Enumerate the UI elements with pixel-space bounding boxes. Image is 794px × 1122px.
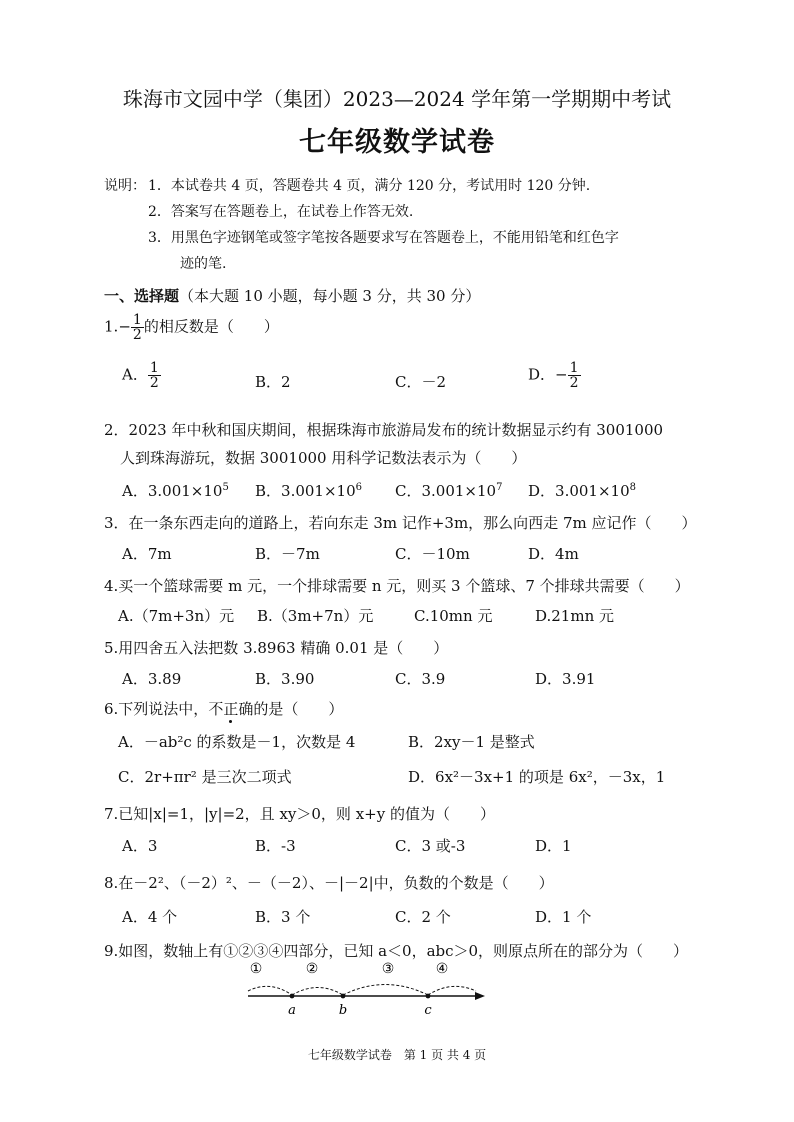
q4-option-c: C.10mn 元 [414,607,493,625]
exam-header-title: 珠海市文园中学（集团）2023—2024 学年第一学期期中考试 [122,87,672,111]
q6-option-c: C．2r+πr² 是三次二项式 [118,768,292,786]
section-title: 一、选择题 [104,287,180,305]
question-9: 9.如图，数轴上有①②③④四部分，已知 a＜0，abc＞0，则原点所在的部分为（ ） [104,942,689,960]
region-arc-4 [428,986,476,995]
q5-option-d: D．3.91 [535,670,596,688]
q2-line-2: 人到珠海游玩，数据 3001000 用科学记数法表示为（ ） [120,449,527,467]
question-4: 4.买一个篮球需要 m 元，一个排球需要 n 元，则买 3 个篮球、7 个排球共需要（ ） [104,577,690,595]
q6-option-d: D．6x²－3x+1 的项是 6x²，－3x，1 [408,768,666,786]
point-a [290,994,295,999]
q7-option-c: C．3 或-3 [395,837,466,855]
region-label-3: ③ [381,961,395,977]
question-3: 3．在一条东西走向的道路上，若向东走 3m 记作+3m，那么向西走 7m 应记作（ ） [104,514,697,532]
point-b [341,994,346,999]
q8-option-c: C．2 个 [395,908,451,926]
point-label-b: b [338,1003,348,1018]
instruction-item-3: 3．用黑色字迹钢笔或签字笔按各题要求写在答题卷上，不能用铅笔和红色字 [148,230,619,246]
q3-option-d: D．4m [528,545,579,563]
region-arc-3 [343,985,428,996]
q2-option-a: A．$3.001\times 10^5$ [122,482,229,500]
q7-option-a: A．3 [122,837,158,855]
q3-option-a: A．7m [122,545,172,563]
instruction-item-3-cont: 迹的笔. [180,256,227,272]
q4-option-d: D.21mn 元 [535,607,614,625]
question-8: 8.在－2²、（－2）²、－（－2）、－|－2|中，负数的个数是（ ） [104,874,554,892]
q7-option-d: D．1 [535,837,572,855]
q5-option-c: C．3.9 [395,670,446,688]
q1-option-c: C．－2 [395,373,447,391]
instruction-item-1: 1．本试卷共 4 页，答题卷共 4 页，满分 120 分，考试用时 120 分钟. [148,178,591,194]
q2-option-c: C．$3.001\times 10^7$ [395,482,503,500]
q4-option-a: A.（7m+3n）元 [118,607,235,625]
question-6: 6.下列说法中，不正确的是（ ） [104,700,344,718]
page-footer: 七年级数学试卷 第 1 页 共 4 页 [307,1048,487,1062]
q5-option-b: B．3.90 [255,670,315,688]
instruction-item-2: 2．答案写在答题卷上，在试卷上作答无效. [148,204,414,220]
region-label-4: ④ [435,961,449,977]
section-heading [104,285,480,306]
q8-option-b: B．3 个 [255,908,311,926]
q3-option-c: C．－10m [395,545,470,563]
q1-option-d: D．− $\frac{1}{2}$ [528,360,579,391]
region-arc-1 [248,986,292,995]
section-desc: （本大题 10 小题，每小题 3 分，共 30 分） [179,287,481,305]
point-c [426,994,431,999]
q2-line-1: 2．2023 年中秋和国庆期间，根据珠海市旅游局发布的统计数据显示约有 3001000 [104,421,664,439]
q8-option-a: A．4 个 [122,908,178,926]
region-label-1: ① [249,961,263,977]
point-label-a: a [288,1003,296,1018]
q8-option-d: D．1 个 [535,908,592,926]
question-7: 7.已知|x|=1，|y|=2，且 xy＞0，则 x+y 的值为（ ） [104,805,495,823]
q1-fraction: $\frac{1}{2}$ [132,312,142,343]
region-label-2: ② [305,961,319,977]
exam-subject-title: 七年级数学试卷 [299,127,495,158]
q2-option-b: B．$3.001\times 10^6$ [255,482,362,500]
q4-option-b: B.（3m+7n）元 [257,607,374,625]
q6-emphasis: 不正确 [208,700,254,718]
point-label-c: c [424,1003,432,1018]
number-line-figure [230,958,500,1018]
q1-option-b: B．2 [255,373,291,391]
q2-option-d: D．$3.001\times 10^8$ [528,482,636,500]
question-1 [104,313,279,342]
q6-option-b: B．2xy－1 是整式 [408,733,535,751]
question-5: 5.用四舍五入法把数 3.8963 精确 0.01 是（ ） [104,639,449,657]
number-line-arrow [475,992,485,1000]
q7-option-b: B．-3 [255,837,296,855]
q1-text: 的相反数是（ ） [143,317,279,336]
q1-option-a: A． $\frac{1}{2}$ [122,360,159,391]
q3-option-b: B．－7m [255,545,320,563]
q5-option-a: A．3.89 [122,670,182,688]
q6-option-a: A．－ab²c 的系数是－1，次数是 4 [118,733,356,751]
q1-number: 1. [104,317,119,336]
q1-sign: − [118,317,131,336]
instructions-label: 说明： [104,178,146,194]
region-arc-2 [292,988,343,996]
